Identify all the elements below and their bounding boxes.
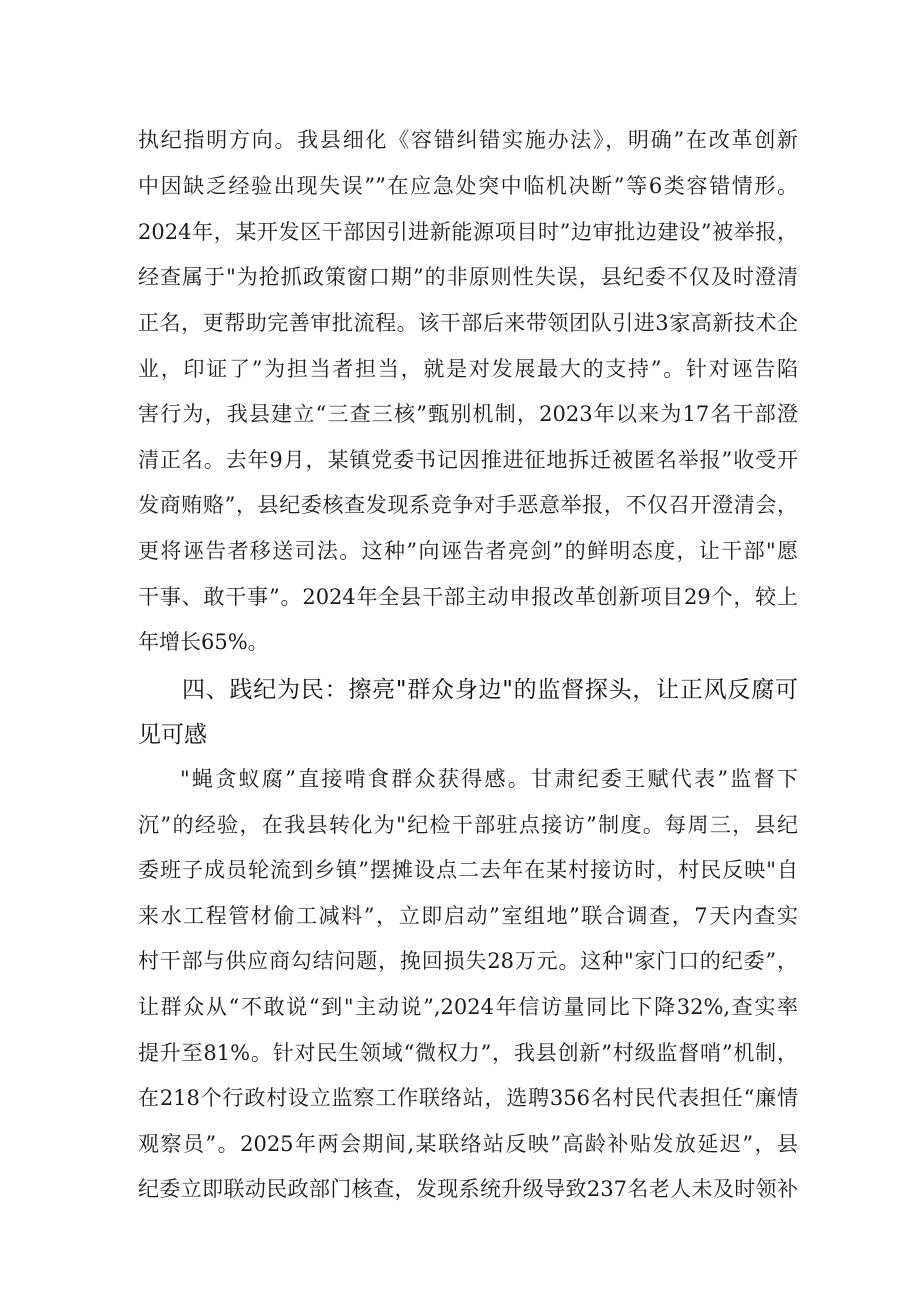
section-heading-line-1: 四、践纪为民：擦亮"群众身边"的监督探头，让正风反腐可: [182, 677, 798, 703]
text-line: 害行为，我县建立“三查三核”甄别机制，2023年以来为17名干部澄: [138, 402, 798, 426]
text-line: 发商贿赂”，县纪委核查发现系竞争对手恶意举报，不仅召开澄清会，: [138, 493, 798, 517]
text-line: 干事、敢干事”。2024年全县干部主动申报改革创新项目29个，较上: [138, 585, 798, 609]
text-line: 经查属于"为抢抓政策窗口期”的非原则性失误，县纪委不仅及时澄清: [138, 265, 798, 289]
text-line: 年增长65%。: [138, 630, 269, 654]
text-line: 让群众从“不敢说“到"主动说”,2024年信访量同比下降32%,查实率: [138, 995, 798, 1019]
text-line: 来水工程管材偷工减料”，立即启动”室组地”联合调查，7天内查实: [138, 904, 798, 928]
text-line: "蝇贪蚁腐”直接啃食群众获得感。甘肃纪委王赋代表”监督下: [180, 767, 798, 791]
text-line: 中因缺乏经验出现失误””在应急处突中临机决断”等6类容错情形。: [138, 174, 798, 198]
section-heading-line-2: 见可感: [138, 722, 207, 748]
text-line: 执纪指明方向。我县细化《容错纠错实施办法》，明确”在改革创新: [138, 128, 798, 152]
text-line: 观察员”。2025年两会期间,某联络站反映”高龄补贴发放延迟”，县: [138, 1132, 798, 1156]
text-line: 提升至81%。针对民生领域“微权力”，我县创新”村级监督哨”机制，: [138, 1041, 798, 1065]
text-line: 业，印证了”为担当者担当，就是对发展最大的支持”。针对诬告陷: [138, 357, 798, 381]
text-line: 在218个行政村设立监察工作联络站，选聘356名村民代表担任“廉情: [138, 1086, 798, 1110]
text-line: 沉”的经验，在我县转化为"纪检干部驻点接访”制度。每周三，县纪: [138, 813, 798, 837]
text-line: 正名，更帮助完善审批流程。该干部后来带领团队引进3家高新技术企: [138, 311, 798, 335]
text-line: 更将诬告者移送司法。这种”向诬告者亮剑”的鲜明态度，让干部"愿: [138, 539, 798, 563]
text-line: 2024年，某开发区干部因引进新能源项目时”边审批边建设”被举报，: [138, 220, 798, 244]
text-line: 清正名。去年9月，某镇党委书记因推进征地拆迁被匿名举报”收受开: [138, 448, 798, 472]
text-line: 委班子成员轮流到乡镇”摆摊设点二去年在某村接访时，村民反映"自: [138, 858, 798, 882]
text-line: 纪委立即联动民政部门核查，发现系统升级导致237名老人未及时领补: [138, 1177, 798, 1201]
text-line: 村干部与供应商勾结问题，挽回损失28万元。这种"家门口的纪委”，: [138, 949, 798, 973]
